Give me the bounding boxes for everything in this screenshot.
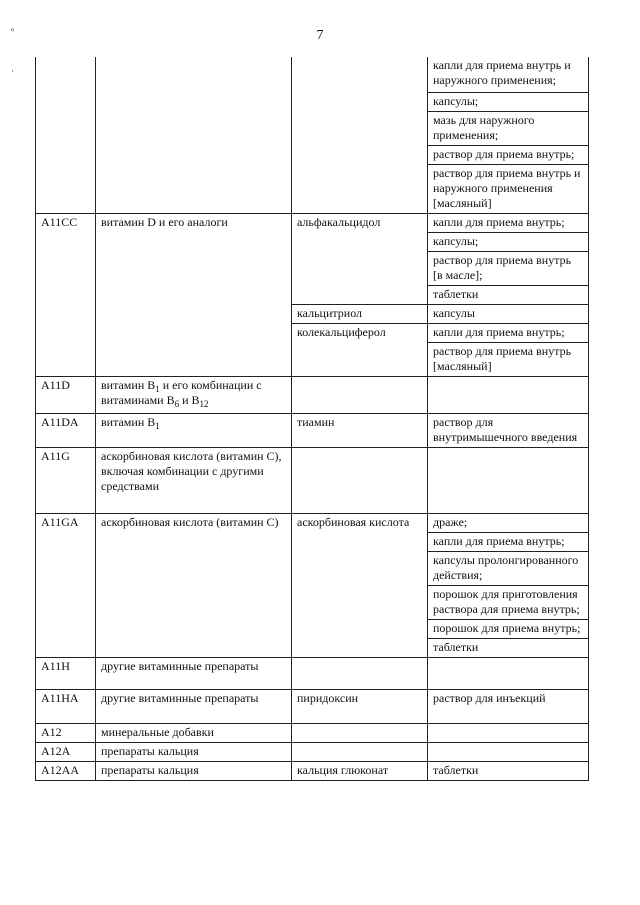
group-cell: минеральные добавки xyxy=(96,724,292,743)
subscript: 1 xyxy=(155,384,160,394)
substance-cell: альфакальцидол xyxy=(292,214,428,305)
group-cell: препараты кальция xyxy=(96,762,292,781)
dosage-form-cell: капсулы; xyxy=(428,233,589,252)
group-cell xyxy=(96,57,292,214)
dosage-form-cell: мазь для наружного применения; xyxy=(428,112,589,146)
table-row xyxy=(36,743,589,762)
group-cell: аскорбиновая кислота (витамин C) xyxy=(96,514,292,658)
table-row xyxy=(36,514,589,533)
atc-code-cell: A11H xyxy=(36,658,96,690)
dosage-form-cell: раствор для инъекций xyxy=(428,690,589,724)
dosage-form-cell: таблетки xyxy=(428,286,589,305)
dosage-form-cell: раствор для приема внутрь [в масле]; xyxy=(428,252,589,286)
dosage-form-cell xyxy=(428,724,589,743)
atc-code-cell: A11DA xyxy=(36,414,96,448)
table-row xyxy=(36,762,589,781)
atc-code-cell xyxy=(36,57,96,214)
substance-cell: аскорбиновая кислота xyxy=(292,514,428,658)
group-cell: препараты кальция xyxy=(96,743,292,762)
substance-cell: пиридоксин xyxy=(292,690,428,724)
dosage-form-cell xyxy=(428,658,589,690)
dosage-form-cell: раствор для внутримышечного введения xyxy=(428,414,589,448)
table-row xyxy=(36,724,589,743)
dosage-form-cell xyxy=(428,448,589,514)
substance-cell xyxy=(292,448,428,514)
dosage-form-cell: капсулы xyxy=(428,305,589,324)
group-cell xyxy=(96,377,292,414)
margin-mark-top: ⁶ xyxy=(11,26,15,36)
substance-cell xyxy=(292,57,428,214)
substance-cell xyxy=(292,724,428,743)
atc-code-cell: A11HA xyxy=(36,690,96,724)
dosage-form-cell: капли для приема внутрь; xyxy=(428,324,589,343)
dosage-form-cell: драже; xyxy=(428,514,589,533)
subscript: 12 xyxy=(199,399,209,409)
table-row xyxy=(36,658,589,690)
page-number: 7 xyxy=(316,28,324,43)
substance-cell xyxy=(292,743,428,762)
group-cell: витамин D и его аналоги xyxy=(96,214,292,377)
substance-cell: кальция глюконат xyxy=(292,762,428,781)
dosage-form-cell xyxy=(428,377,589,414)
atc-code-cell: A11GA xyxy=(36,514,96,658)
substance-cell: кальцитриол xyxy=(292,305,428,324)
dosage-form-cell: капли для приема внутрь; xyxy=(428,214,589,233)
table-row xyxy=(36,377,589,414)
dosage-form-cell: порошок для приема внутрь; xyxy=(428,620,589,639)
table-row xyxy=(36,214,589,233)
atc-code-cell: A12AA xyxy=(36,762,96,781)
dosage-form-cell: капсулы пролонгированного действия; xyxy=(428,552,589,586)
dosage-form-cell: порошок для приготовления раствора для приема внутрь; xyxy=(428,586,589,620)
substance-cell xyxy=(292,377,428,414)
atc-code-cell: A11D xyxy=(36,377,96,414)
atc-code-cell: A11CC xyxy=(36,214,96,377)
dosage-form-cell: раствор для приема внутрь и наружного применения [масляный] xyxy=(428,165,589,214)
dosage-form-cell: капли для приема внутрь; xyxy=(428,533,589,552)
group-text: витамин B xyxy=(101,415,156,429)
group-text: и B xyxy=(179,393,200,407)
subscript: 1 xyxy=(155,421,160,431)
table-row xyxy=(36,690,589,724)
group-cell: аскорбиновая кислота (витамин C), включая комбинации с другими средствами xyxy=(96,448,292,514)
atc-code-cell: A12A xyxy=(36,743,96,762)
atc-code-cell: A12 xyxy=(36,724,96,743)
group-cell: другие витаминные препараты xyxy=(96,690,292,724)
group-text: и его комбинации с витаминами B xyxy=(101,378,262,407)
dosage-form-cell: капли для приема внутрь и наружного применения; xyxy=(428,57,589,93)
group-text: витамин B xyxy=(101,378,156,392)
table-row xyxy=(36,57,589,93)
substance-cell: тиамин xyxy=(292,414,428,448)
table-row xyxy=(36,448,589,514)
substance-cell: колекальциферол xyxy=(292,324,428,377)
drug-table xyxy=(35,57,589,781)
dosage-form-cell: раствор для приема внутрь [масляный] xyxy=(428,343,589,377)
dosage-form-cell: таблетки xyxy=(428,762,589,781)
dosage-form-cell: раствор для приема внутрь; xyxy=(428,146,589,165)
group-cell xyxy=(96,414,292,448)
substance-cell xyxy=(292,658,428,690)
dosage-form-cell xyxy=(428,743,589,762)
group-cell: другие витаминные препараты xyxy=(96,658,292,690)
dosage-form-cell: таблетки xyxy=(428,639,589,658)
dosage-form-cell: капсулы; xyxy=(428,93,589,112)
atc-code-cell: A11G xyxy=(36,448,96,514)
subscript: 6 xyxy=(174,399,180,409)
margin-mark-side: · xyxy=(11,66,14,76)
table-row xyxy=(36,414,589,448)
